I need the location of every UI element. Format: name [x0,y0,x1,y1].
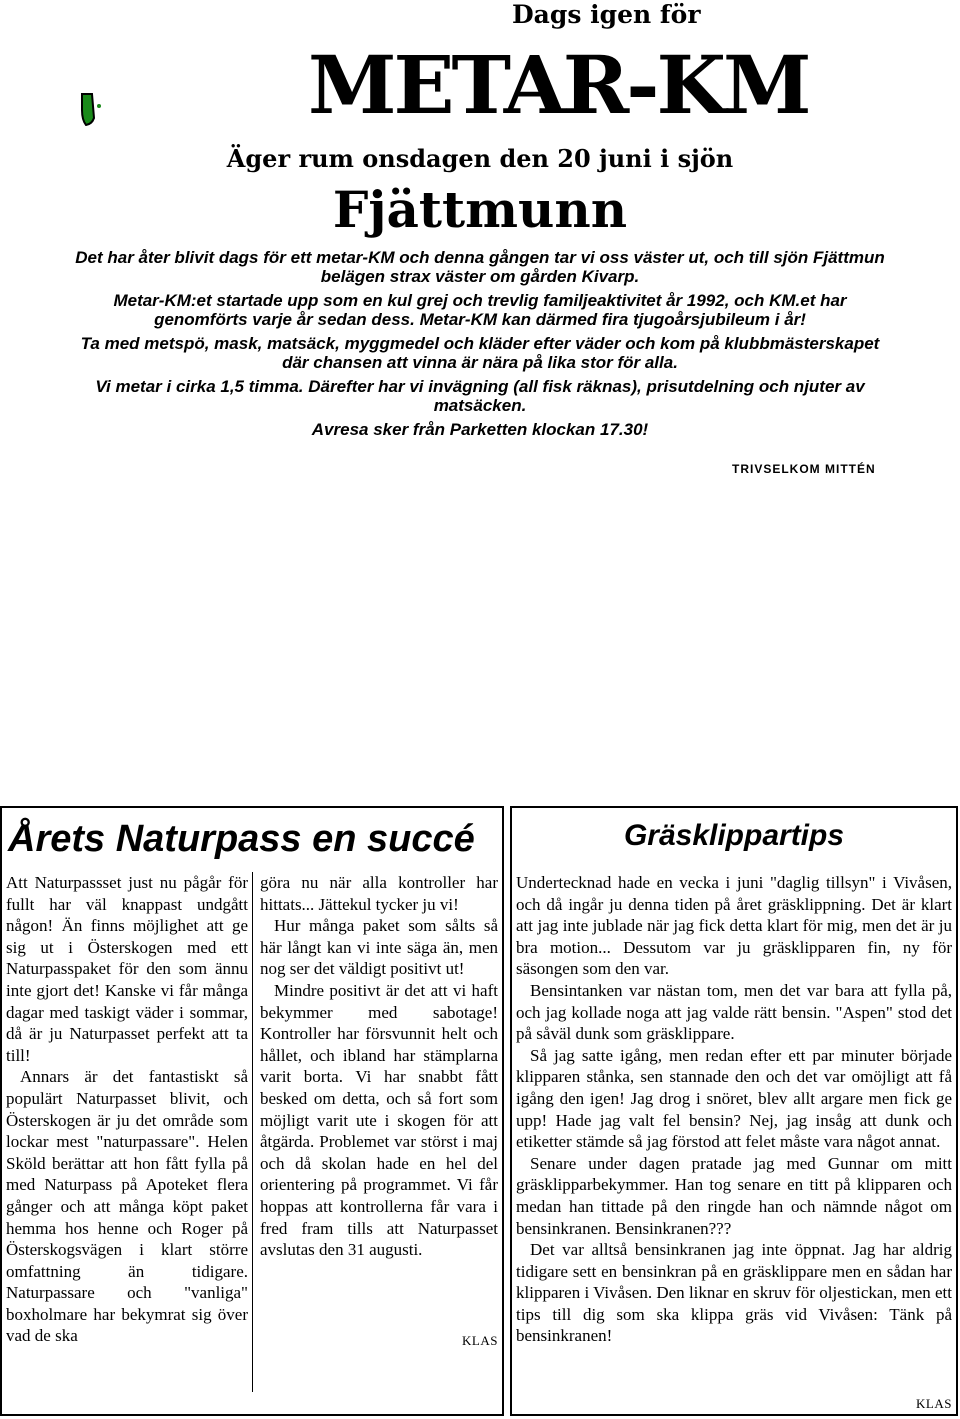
article-title-naturpass: Årets Naturpass en succé [8,818,475,860]
column-divider [252,872,253,1392]
kicker-text: Dags igen för [512,0,701,29]
announcement-paragraph: Det har åter blivit dags för ett metar-KM och denna gången tar vi oss väster ut, och till sjön Fjättmun belägen strax väster om gården Kivarp. [75,248,885,286]
article-paragraph: Mindre positivt är det att vi haft bekymmer med sabotage! Kontroller har försvunnit helt och hållet, och ibland har stämplarna varit borta. Vi har snabbt fått besked om detta, och så fort som möjligt varit ute i skogen för att åtgärda. Problemet var störst i maj och då skolan hade en hel del orientering på programmet. Vi får hoppas att kontrollerna får vara i fred fram tills att Naturpasset avslutas den 31 augusti. [260,980,498,1260]
article-paragraph: Så jag satte igång, men redan efter ett par minuter började klipparen stånka, sen stannade den och det var omöjligt att få igång den igen! Jag drog i snöret, blev allt argare men fick ge upp! Hade jag valt fel bensin? Nej, jag insåg att dunk och etiketter stämde så jag förstod att felet måste vara något annat. [516,1045,952,1152]
article-title-grasklipp: Gräsklippartips [623,819,845,852]
announcement-paragraph: Vi metar i cirka 1,5 timma. Därefter har vi invägning (all fisk räknas), prisutdelning och njuter av matsäcken. [95,377,865,415]
event-place: Fjättmunn [332,180,628,239]
article-paragraph: Bensintanken var nästan tom, men det var bara att fylla på, och jag kollade noga att jag valde rätt bensin. "Aspen" stod det på såväl dunk som gräsklippare. [516,980,952,1044]
author-signature: KLAS [462,1333,498,1348]
article-paragraph: Att Naturpassset just nu pågår för fullt har väl knappast undgått någon! Än finns möjlighet att ge sig ut i Österskogen med ett Naturpasspaket för den som ännu inte gjort det! Kanske vi får många dagar med taskigt väder i sommar, då är ju Naturpasset perfekt att ta till! [6,873,248,1065]
article-paragraph: Senare under dagen pratade jag med Gunnar om mitt gräsklipparbekymmer. Han tog senare en titt på klipparen och medan han tittade på den ringde han och nämnde något om bensinkranen. Bensinkranen??? [516,1153,952,1238]
article-paragraph: Annars är det fantastiskt så populärt Naturpasset blivit, och Österskogen är ju det område som lockar mest "naturpassare". Helen Sköld berättar att hon fått fylla på med Naturpass på Apoteket flera gånger och att många köpt paket hemma hos henne och Roger på Österskogsvägen i klart större omfattning än tidigare. Naturpassare och "vanliga" boxholmare har bekymrat sig över vad de ska [6,1067,248,1346]
club-logo-icon [80,92,102,126]
committee-signoff: TRIVSELKOM MITTÉN [732,462,876,476]
article-column-1 [6,872,248,1392]
article-paragraph: göra nu när alla kontroller har hittats... Jättekul tycker ju vi! [260,873,498,914]
announcement-paragraph: Ta med metspö, mask, matsäck, myggmedel och kläder efter väder och kom på klubbmästerskapet där chansen att vinna är nära på lika stor för alla. [80,334,880,372]
announcement-paragraph: Metar-KM:et startade upp som en kul grej och trevlig familjeaktivitet år 1992, och KM.et har genomförts varje år sedan dess. Metar-KM kan därmed fira tjugoårsjubileum i år! [113,291,847,329]
article-paragraph: Hur många paket som sålts så här långt kan vi inte säga än, men nog ser det väldigt positivt ut! [260,916,498,979]
author-signature: KLAS [916,1396,952,1411]
announcement-paragraph: Avresa sker från Parketten klockan 17.30! [311,420,649,439]
article-paragraph: Undertecknad hade en vecka i juni "daglig tillsyn" i Vivåsen, och då ingår ju denna tiden på året gräsklippning. Det är klart att jag inte jublade när jag fick detta klart för mig, men det är ju bra motion... Dessutom var ju gräsklipparen fin, ny för säsongen som den var. [516,873,952,979]
article-column-2 [260,872,498,1261]
article-column-right [516,872,952,1347]
article-paragraph: Det var alltså bensinkranen jag inte öppnat. Jag har aldrig tidigare sett en bensinkran på en gräsklippare men en sådan har klipparen i Vivåsen. Den liknar en skruv för oljestickan, men ett tips till dig som ska klippa gräs vid Vivåsen: Tänk på bensinkranen! [516,1240,952,1346]
announcement-body [70,248,890,444]
headline: METAR-KM [308,38,809,132]
event-dateline: Äger rum onsdagen den 20 juni i sjön [226,144,734,173]
